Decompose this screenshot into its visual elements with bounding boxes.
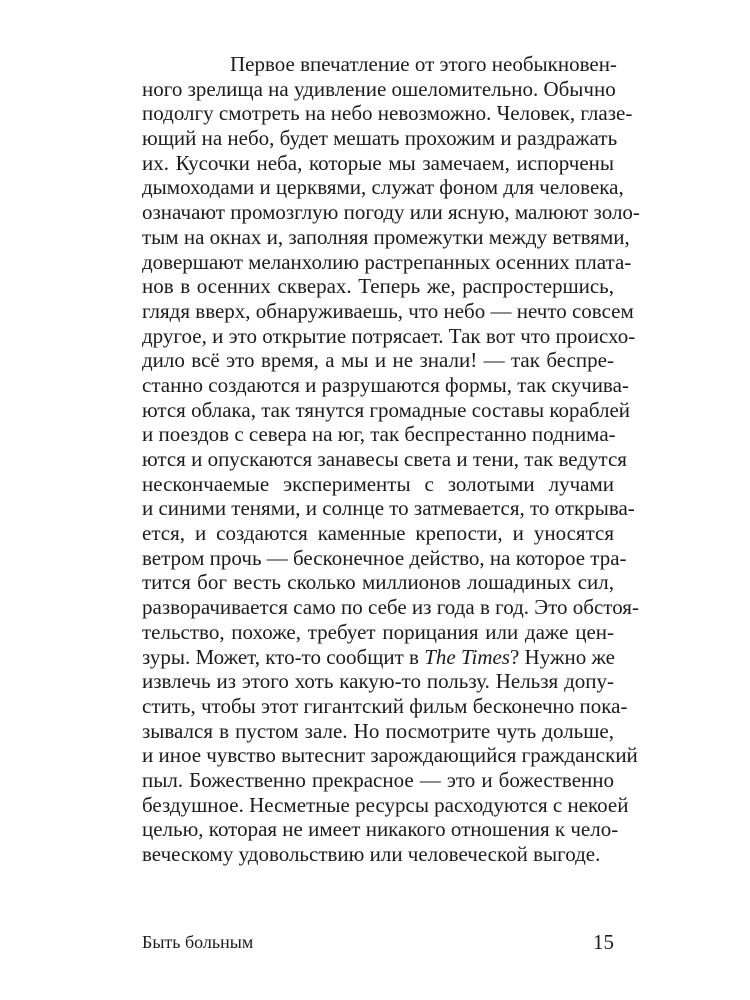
text-line: тится бог весть сколько миллионов лошадиных сил, <box>142 570 614 595</box>
text-line: и синими тенями, и солнце то затмевается, то открыва- <box>142 496 635 521</box>
page-number: 15 <box>593 930 614 954</box>
text-line: тельство, похоже, требует порицания или даже цен- <box>142 619 614 644</box>
text-line: извлечь из этого хоть какую-то пользу. Нельзя допу- <box>142 669 614 694</box>
text-line: и поездов с севера на юг, так беспрестанно поднима- <box>142 422 616 447</box>
text-line: ющий на небо, будет мешать прохожим и раздражать <box>142 126 618 151</box>
text-line: подолгу смотреть на небо невозможно. Человек, глазе- <box>142 101 633 126</box>
text-line: их. Кусочки неба, которые мы замечаем, испорчены <box>142 150 614 175</box>
text-line: ветром прочь — бесконечное действо, на которое тра- <box>142 545 627 570</box>
text-line: довершают меланхолию растрепанных осенних плата- <box>142 249 632 274</box>
text-line: бездушное. Несметные ресурсы расходуются с некоей <box>142 792 629 817</box>
text-line: пыл. Божественно прекрасное — это и божественно <box>142 767 614 792</box>
text-line: нескончаемые эксперименты с золотыми лучами <box>142 471 614 496</box>
text-line: ного зрелища на удивление ошеломительно. Обычно <box>142 76 616 101</box>
running-footer-title: Быть больным <box>142 932 254 952</box>
text-line: Первое впечатление от этого необыкновен- <box>230 52 617 76</box>
body-paragraph <box>142 52 640 867</box>
text-line: и иное чувство вытеснит зарождающийся гражданский <box>142 743 638 768</box>
text-line: целью, которая не имеет никакого отношения к чело- <box>142 817 619 842</box>
text-line: тым на окнах и, заполняя промежутки между ветвями, <box>142 224 630 249</box>
newspaper-title-italic: The Times <box>424 644 510 669</box>
text-line: ется, и создаются каменные крепости, и уносятся <box>142 521 614 546</box>
text-line: означают промозглую погоду или ясную, малюют золо- <box>142 200 640 225</box>
text-line: веческому удовольствию или человеческой выгоде. <box>142 842 601 866</box>
text-segment: зуры. Может, кто-то сообщит в <box>142 644 425 669</box>
text-line: дымоходами и церквями, служат фоном для человека, <box>142 175 624 200</box>
text-line-with-italic <box>142 645 614 670</box>
text-segment: ? Нужно же <box>509 644 615 669</box>
text-line: нов в осенних скверах. Теперь же, распростершись, <box>142 274 614 299</box>
text-line: дило всё это время, а мы и не знали! — так беспре- <box>142 348 614 373</box>
text-line: разворачивается само по себе из года в год. Это обстоя- <box>142 595 639 620</box>
text-line: ются облака, так тянутся громадные составы кораблей <box>142 397 631 422</box>
text-line: станно создаются и разрушаются формы, так скучива- <box>142 372 629 397</box>
text-line: глядя вверх, обнаруживаешь, что небо — нечто совсем <box>142 298 634 323</box>
text-line: ются и опускаются занавесы света и тени, так ведутся <box>142 447 627 471</box>
text-line: стить, чтобы этот гигантский фильм бесконечно пока- <box>142 693 628 718</box>
text-line: другое, и это открытие потрясает. Так вот что происхо- <box>142 323 636 348</box>
text-line: зывался в пустом зале. Но посмотрите чуть дольше, <box>142 718 614 743</box>
